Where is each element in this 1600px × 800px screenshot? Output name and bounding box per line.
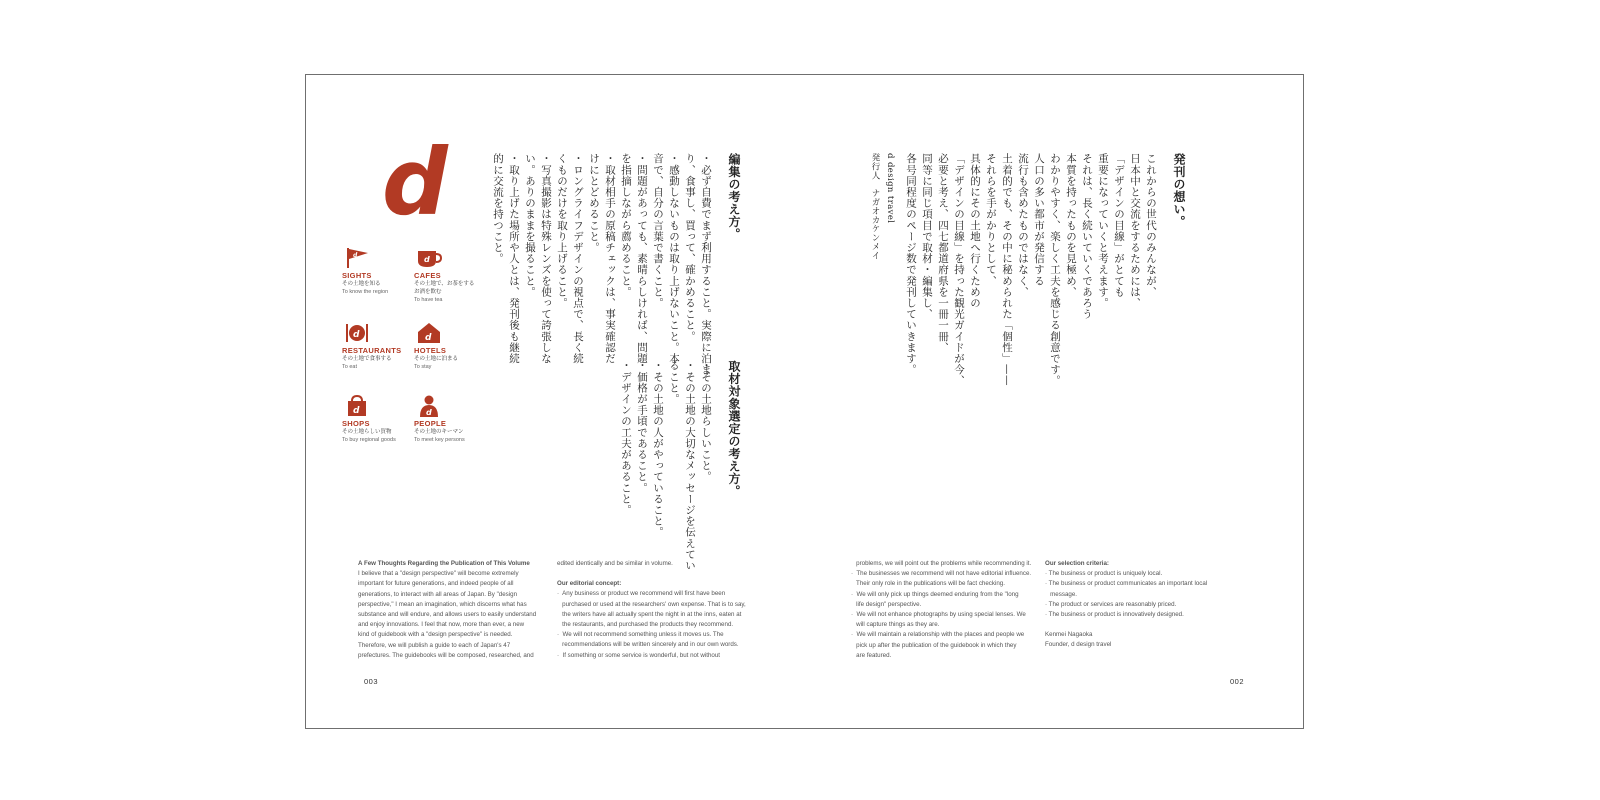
en-selection-line: · The business or product is innovatively designed. (1045, 611, 1184, 619)
category-en: To have tea (414, 297, 443, 303)
category-en: To know the region (342, 289, 389, 295)
en-editorial-line: will capture things as they are. (851, 621, 940, 629)
jp-editorial (490, 153, 743, 375)
category-title: SIGHTS (342, 271, 372, 280)
category-jp: その土地に泊まる (414, 356, 459, 362)
foreword-sign-brand: d design travel (885, 153, 895, 224)
en-editorial-heading: Our editorial concept: (557, 580, 622, 588)
en-foreword-line: prefectures. The guidebooks will be composed, researched, and (358, 651, 534, 659)
en-editorial-line: life design" perspective. (851, 600, 922, 608)
editorial-line: い。ありのままを撮ること。 (524, 153, 536, 298)
category-jp: その土地で、お茶をする (414, 281, 475, 287)
foreword-line: それは、長く続いていくであろう (1081, 153, 1093, 320)
editorial-line: ・感動しないものは取り上げないこと。本 (668, 153, 680, 364)
en-foreword-line: substance and will endure, and allows users to easily understand (358, 611, 537, 619)
en-selection-line: · The business or product communicates an important local (1045, 580, 1208, 588)
selection-line: ・価格が手頃であること。 (636, 360, 648, 494)
category-en: To eat (342, 364, 357, 370)
en-selection (1045, 559, 1225, 651)
editorial-line: くものだけを取り上げること。 (556, 153, 568, 309)
category-title: CAFES (414, 271, 441, 280)
en-editorial-line: the writers have all actually spent the night in at the inns, eaten at (557, 610, 742, 618)
en-editorial-line: · We will maintain a relationship with the places and people we (851, 631, 1025, 639)
en-foreword-line: important for future generations, and indeed people of all (358, 580, 514, 588)
foreword-line: 日本中と交流をするためには、 (1129, 153, 1141, 309)
en-editorial-line: problems, we will point out the problems while recommending it. (851, 560, 1032, 567)
editorial-line: ・取材相手の原稿チェックは、事実確認だ (604, 153, 616, 364)
editorial-line: 的に交流を持つこと。 (492, 153, 504, 264)
selection-line: ・その土地の人がやっていること。 (652, 360, 664, 538)
category-title: PEOPLE (414, 419, 447, 428)
selection-line: ること。 (668, 360, 680, 405)
category-jp: その土地らしい買物 (342, 429, 392, 435)
en-editorial-line: pick up after the publication of the guidebook in which they (851, 641, 1017, 649)
foreword-line: 本質を持ったものを見極め、 (1065, 153, 1077, 298)
foreword-line: それらを手がかりとして、 (985, 153, 997, 287)
category-jp: その土地を知る (342, 281, 381, 287)
foreword-line: 流行も含めたものではなく、 (1017, 153, 1029, 298)
en-sign-title: Founder, d design travel (1045, 641, 1112, 649)
foreword-heading: 発刊の想い。 (1172, 153, 1186, 228)
en-editorial-line: purchased or used at the researchers' own expense. That is to say, (557, 600, 746, 608)
svg-text:d: d (425, 333, 432, 343)
en-foreword-line: Therefore, we will publish a guide to each of Japan's 47 (358, 641, 511, 649)
en-editorial-line: · If something or some service is wonderful, but not without (557, 651, 721, 659)
category-title: HOTELS (414, 346, 447, 355)
foreword-line: 必要と考え、四七都道府県を一冊一冊、 (937, 153, 949, 353)
selection-line: ・その土地らしいこと。 (700, 360, 712, 483)
foreword-line: 各号同程度のページ数で発刊していきます。 (905, 153, 917, 375)
en-foreword-line: I believe that a "design perspective" will become extremely (358, 570, 519, 578)
foreword-sign-name: 発行人 ナガオカケンメイ (870, 153, 880, 260)
selection-heading: 取材対象選定の考え方。 (727, 360, 741, 498)
foreword-line: これからの世代のみんなが、 (1145, 153, 1157, 298)
jp-foreword (869, 153, 1188, 386)
editorial-line: ・写真撮影は特殊レンズを使って誇張しな (540, 153, 552, 364)
en-editorial-line: · The businesses we recommend will not have editorial influence. (851, 570, 1032, 578)
en-selection-line: · The product or services are reasonably priced. (1045, 600, 1177, 608)
svg-text:d: d (353, 406, 360, 416)
svg-text:d: d (426, 408, 432, 417)
svg-text:d: d (353, 330, 360, 340)
en-foreword-line: kind of guidebook with a "design perspective" is needed. (358, 631, 513, 639)
en-editorial-line: · We will not enhance photographs by using special lenses. We (851, 611, 1026, 619)
category-en: To buy regional goods (342, 437, 396, 443)
en-foreword-heading: A Few Thoughts Regarding the Publication of This Volume (358, 560, 530, 567)
category-people (414, 395, 504, 444)
page-number-right: 002 (1230, 677, 1245, 686)
category-jp: その土地のキーマン (414, 429, 464, 435)
editorial-line: ・問題があっても、素晴らしければ、問題 (636, 153, 648, 364)
en-selection-line: · The business or product is uniquely local. (1045, 570, 1163, 578)
svg-text:d: d (424, 255, 430, 264)
magazine-spread (305, 74, 1304, 729)
en-foreword-line: perspective," I mean an imagination, which discerns what has (358, 600, 527, 608)
editorial-line: ・ロングライフデザインの視点で、長く続 (572, 153, 584, 364)
foreword-line: 「デザインの目線」がとても (1113, 153, 1125, 298)
editorial-line: り、食事し、買って、確かめること。 (684, 153, 696, 342)
d-logo: d (382, 129, 444, 236)
en-editorial-line: · We will only pick up things deemed enduring from the "long (851, 590, 1019, 598)
en-editorial-lead: edited identically and be similar in volume. (557, 560, 673, 567)
en-editorial-line: · Any business or product we recommend will first have been (557, 590, 726, 598)
foreword-line: 「デザインの目線」を持った観光ガイドが今、 (953, 153, 965, 387)
en-editorial-line: are featured. (851, 651, 892, 659)
category-title: RESTAURANTS (342, 346, 402, 355)
editorial-heading: 編集の考え方。 (727, 153, 741, 241)
foreword-line: 同等に同じ項目で取材・編集し、 (921, 153, 933, 320)
category-jp: その土地で食事する (342, 356, 392, 362)
shopping-bag-icon (344, 395, 370, 417)
editorial-line: 音で、自分の言葉で書くこと。 (652, 153, 664, 309)
foreword-line: 土着的でも、その中に秘められた「個性」—— (1001, 153, 1013, 387)
editorial-line: ・必ず自費でまず利用すること。実際に泊ま (700, 153, 712, 375)
en-selection-line: message. (1045, 590, 1077, 598)
editorial-line: を指摘しながら薦めること。 (620, 153, 632, 298)
en-foreword-line: and enjoy innovations. I feel that now, more than ever, a new (358, 621, 525, 629)
en-editorial (557, 559, 747, 661)
editorial-line: けにとどめること。 (588, 153, 600, 253)
foreword-line: 人口の多い都市が発信する (1033, 153, 1045, 287)
house-icon (416, 322, 442, 344)
svg-text:d: d (353, 252, 358, 259)
foreword-line: 重要になっていくと考えます。 (1097, 153, 1109, 309)
en-sign-name: Kenmei Nagaoka (1045, 631, 1093, 639)
en-editorial-line: Their only role in the publications will be fact checking. (851, 580, 1005, 588)
flag-icon (344, 247, 370, 269)
selection-line: ・その土地の大切なメッセージを伝えてい (684, 360, 696, 571)
en-editorial-line: the restaurants, and purchased the products they recommend. (557, 621, 734, 629)
page-number-left: 003 (364, 677, 379, 686)
category-jp-2: お酒を飲む (414, 289, 442, 295)
en-editorial-line: recommendations will be written sincerely and in our own words. (557, 641, 739, 649)
foreword-line: わかりやすく、楽しく工夫を感じる創意です。 (1049, 153, 1061, 387)
en-selection-heading: Our selection criteria: (1045, 560, 1109, 567)
foreword-line: 具体的にその土地へ行くための (969, 153, 981, 309)
en-foreword (358, 559, 546, 661)
category-title: SHOPS (342, 419, 370, 428)
category-en: To stay (414, 364, 432, 370)
jp-selection (618, 360, 743, 571)
fork-knife-icon (344, 322, 370, 344)
selection-line: ・デザインの工夫があること。 (620, 360, 632, 516)
person-icon (416, 395, 442, 417)
editorial-line: ・取り上げた場所や人とは、発刊後も継続 (508, 153, 520, 364)
en-foreword-line: generations, to interact with all areas of Japan. By "design (358, 590, 518, 598)
en-editorial-line: · We will not recommend something unless it moves us. The (557, 631, 724, 639)
en-editorial-cont (851, 559, 1041, 661)
category-en: To meet key persons (414, 437, 465, 443)
cup-icon (416, 247, 442, 269)
